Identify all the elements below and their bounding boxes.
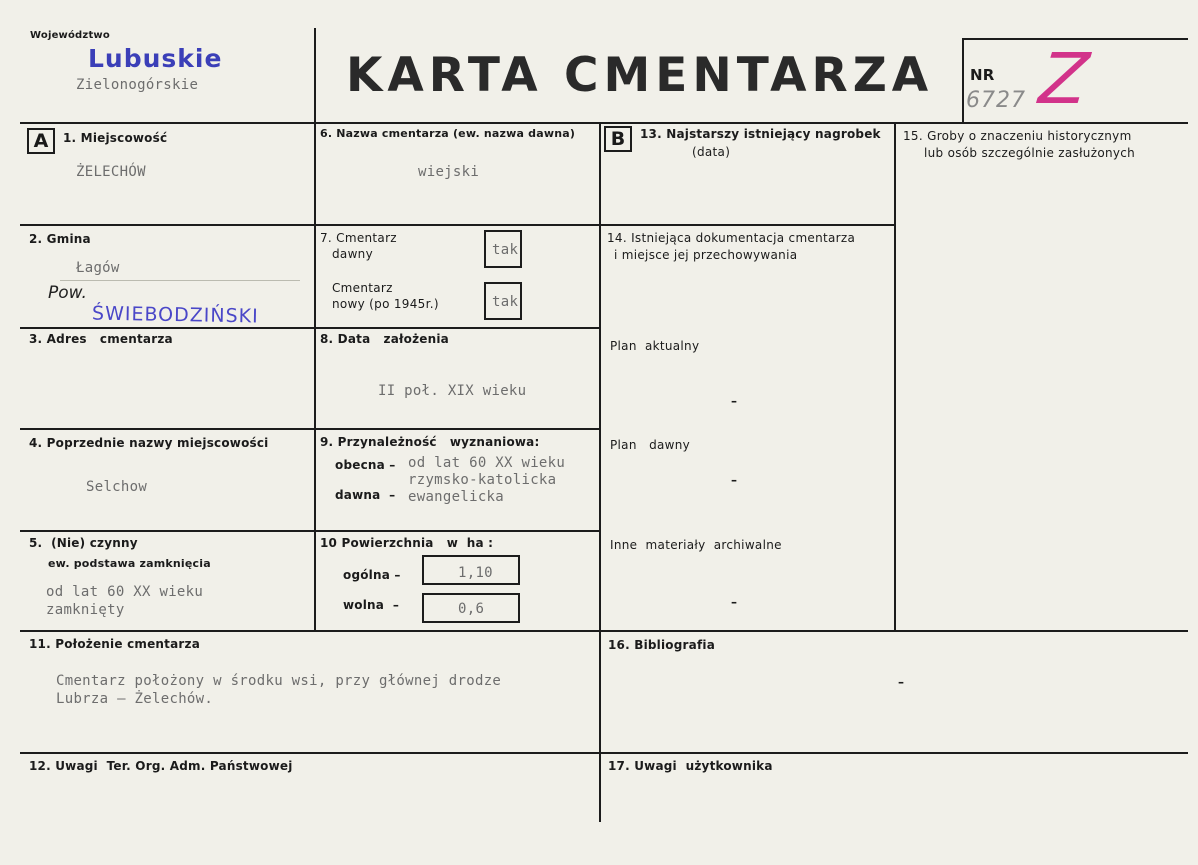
f14-label-1: 14. Istniejąca dokumentacja cmentarza xyxy=(607,231,856,245)
nr-number: 6727 xyxy=(966,88,1026,113)
divider-h-r6 xyxy=(20,752,1188,754)
f5-label: 5. (Nie) czynny xyxy=(29,536,138,550)
f9-current-value-1: od lat 60 XX wieku xyxy=(408,455,566,471)
f8-value: II poł. XIX wieku xyxy=(378,383,527,399)
voivodeship-old-value: Zielonogórskie xyxy=(76,77,199,93)
plan-current-label: Plan aktualny xyxy=(610,339,700,353)
archive-value: – xyxy=(731,595,738,609)
f5-sublabel: ew. podstawa zamknięcia xyxy=(48,557,211,570)
f10-free-value: 0,6 xyxy=(458,601,485,617)
archive-label: Inne materiały archiwalne xyxy=(610,538,782,552)
f10-label: 10 Powierzchnia w ha : xyxy=(320,536,494,550)
f9-former-label: dawna – xyxy=(335,488,396,502)
f15-label-2: lub osób szczególnie zasłużonych xyxy=(924,146,1136,160)
divider-h-r2 xyxy=(20,327,600,329)
section-b-letter: B xyxy=(604,126,632,152)
f14-label-2: i miejsce jej przechowywania xyxy=(614,248,798,262)
divider-v-1 xyxy=(314,122,316,632)
f17-label: 17. Uwagi użytkownika xyxy=(608,759,773,773)
voivodeship-label: Województwo xyxy=(30,30,110,41)
divider-h-header xyxy=(20,122,1188,124)
f7b-label-2: nowy (po 1945r.) xyxy=(332,297,439,311)
divider-v-3 xyxy=(894,122,896,632)
f11-label: 11. Położenie cmentarza xyxy=(29,637,201,651)
f9-label: 9. Przynależność wyznaniowa: xyxy=(320,435,540,449)
divider-h-r5 xyxy=(20,630,1188,632)
section-a-letter: A xyxy=(27,128,55,154)
f9-former-value: ewangelicka xyxy=(408,489,505,505)
f2-value: Łagów xyxy=(76,260,120,276)
f10-total-label: ogólna – xyxy=(343,568,401,582)
f1-label: 1. Miejscowość xyxy=(63,131,168,145)
f12-label: 12. Uwagi Ter. Org. Adm. Państwowej xyxy=(29,759,293,773)
nr-letter: Z xyxy=(1035,38,1093,120)
divider-v-2 xyxy=(599,122,601,822)
f3-label: 3. Adres cmentarza xyxy=(29,332,173,346)
f13-label-2: (data) xyxy=(692,145,731,159)
f1-value: ŻELECHÓW xyxy=(76,164,146,180)
voivodeship-value: Lubuskie xyxy=(88,44,223,73)
f2-underline xyxy=(60,280,300,281)
f11-value-1: Cmentarz położony w środku wsi, przy głównej drodze xyxy=(56,673,502,689)
f8-label: 8. Data założenia xyxy=(320,332,449,346)
f13-label-1: 13. Najstarszy istniejący nagrobek xyxy=(640,127,881,141)
divider-h-r1 xyxy=(20,224,896,226)
page-title: KARTA CMENTARZA xyxy=(346,48,934,103)
f16-label: 16. Bibliografia xyxy=(608,638,715,652)
f16-value: – xyxy=(898,675,905,689)
f2-pow-label: Pow. xyxy=(48,283,87,303)
f2-label: 2. Gmina xyxy=(29,232,91,246)
nr-label: NR xyxy=(970,66,995,84)
f9-current-label: obecna – xyxy=(335,458,396,472)
divider-v-header xyxy=(314,28,316,124)
divider-h-r4 xyxy=(20,530,600,532)
f11-value-2: Lubrza – Żelechów. xyxy=(56,691,214,707)
plan-old-value: – xyxy=(731,473,738,487)
f4-label: 4. Poprzednie nazwy miejscowości xyxy=(29,436,269,450)
plan-old-label: Plan dawny xyxy=(610,438,691,452)
f7b-label-1: Cmentarz xyxy=(332,281,393,295)
f9-current-value-2: rzymsko-katolicka xyxy=(408,472,557,488)
f2-pow-value: ŚWIEBODZIŃSKI xyxy=(91,302,259,328)
plan-current-value: – xyxy=(731,394,738,408)
f5-value-1: od lat 60 XX wieku xyxy=(46,584,204,600)
f10-total-value: 1,10 xyxy=(458,565,493,581)
f7-label-1: 7. Cmentarz xyxy=(320,231,397,245)
f7-value: tak xyxy=(492,242,519,258)
f7-label-2: dawny xyxy=(332,247,373,261)
f10-free-label: wolna – xyxy=(343,598,400,612)
f6-value: wiejski xyxy=(418,164,480,180)
f5-value-2: zamknięty xyxy=(46,602,125,618)
f15-label-1: 15. Groby o znaczeniu historycznym xyxy=(903,129,1132,143)
f7b-value: tak xyxy=(492,294,519,310)
divider-h-r3 xyxy=(20,428,600,430)
f6-label: 6. Nazwa cmentarza (ew. nazwa dawna) xyxy=(320,127,576,140)
f4-value: Selchow xyxy=(86,479,148,495)
